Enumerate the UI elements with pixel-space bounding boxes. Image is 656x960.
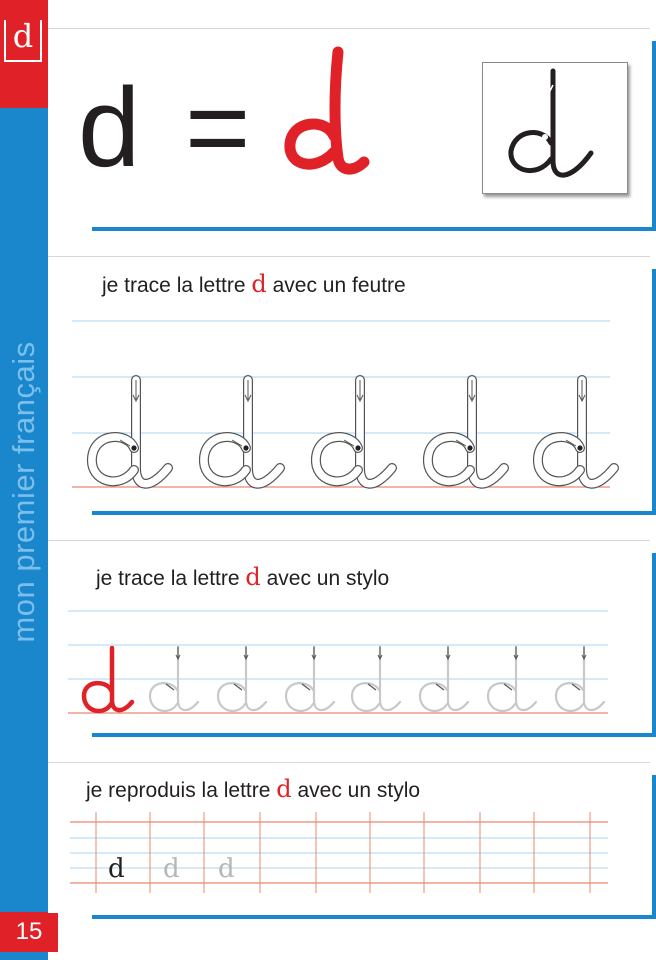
instruction-trace-marker: je trace la lettre d avec un feutre — [102, 270, 406, 298]
book-title: mon premier français — [6, 341, 41, 643]
page-number: 15 — [0, 912, 58, 952]
cursive-letter-red — [280, 40, 380, 180]
sidebar — [0, 0, 48, 960]
reproduce-sample-2: d — [163, 854, 180, 884]
instruction-reproduce: je reproduis la lettre d avec un stylo — [86, 775, 421, 803]
instruction-trace-pen: je trace la lettre d avec un stylo — [96, 563, 390, 591]
equals-sign: = — [185, 65, 251, 190]
letter-d-stroke-order-icon — [483, 63, 627, 193]
print-letter: d — [78, 65, 141, 190]
stroke-order-model — [482, 62, 628, 194]
reproduce-sample-1: d — [108, 854, 125, 884]
sidebar-tab-letter: d — [4, 20, 42, 62]
sidebar-letter-tab — [0, 0, 48, 108]
reproduce-sample-3: d — [218, 854, 235, 884]
